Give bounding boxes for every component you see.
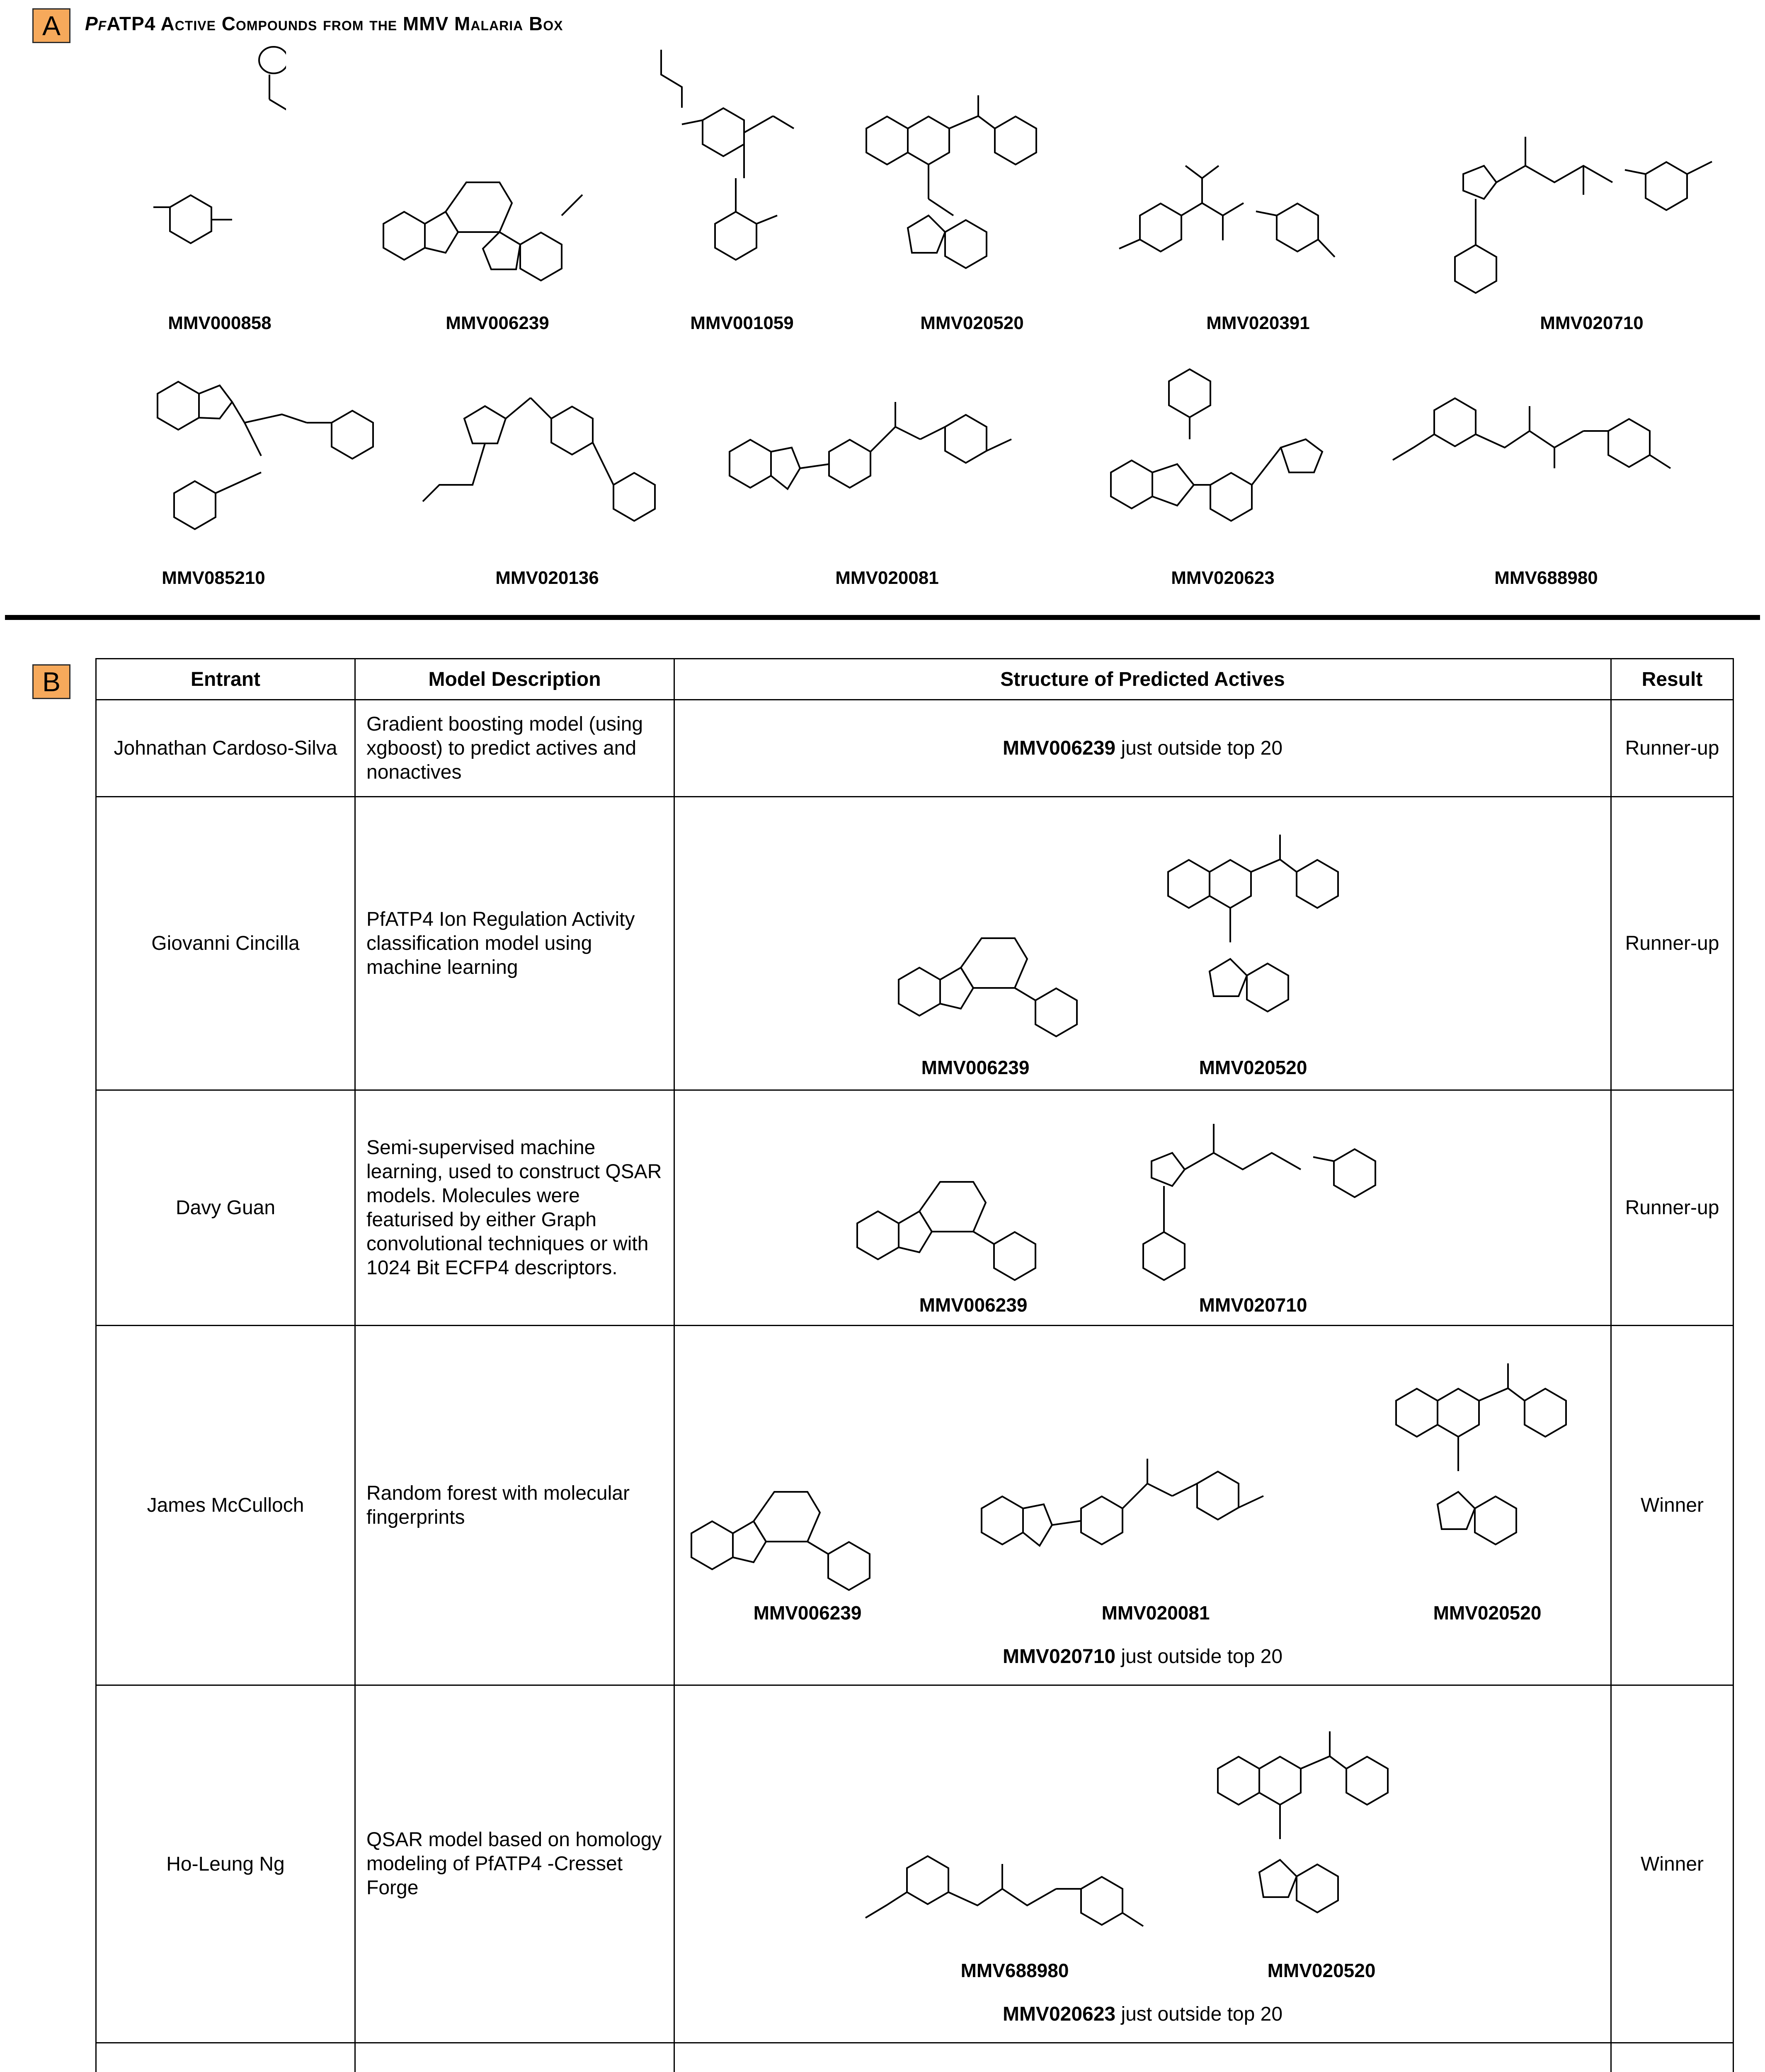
entrant-cell: Johnathan Cardoso-Silva [96,700,355,797]
structure-cell [674,1326,1611,1685]
description-cell: Gradient boosting model (using xgboost) to predict actives and nonactives [355,700,674,797]
label-mmv006239: MMV006239 [446,313,549,333]
description-cell [355,2043,674,2072]
header-result: Result [1611,659,1733,700]
table-row [96,1326,1733,1685]
structure-mmv006239 [849,1153,1081,1290]
result-cell: Winner [1611,1685,1733,2043]
active-label: MMV006239 [753,1602,862,1624]
label-mmv001059: MMV001059 [690,313,794,333]
result-cell: Runner-up [1611,700,1733,797]
header-entrant: Entrant [96,659,355,700]
structure-cell [674,1090,1611,1326]
table-row [96,2043,1733,2072]
label-mmv020520: MMV020520 [920,313,1024,333]
panel-divider [5,615,1760,620]
outside-top20-note: MMV020710 just outside top 20 [1002,1646,1283,1668]
active-label: MMV020520 [1433,1602,1542,1624]
active-label: MMV020520 [1267,1960,1376,1981]
structure-mmv000858 [95,37,286,303]
outside-top20-note: MMV020623 just outside top 20 [1002,2003,1283,2025]
description-cell: Random forest with molecular fingerprints [355,1326,674,1685]
entrant-cell: James McCulloch [96,1326,355,1685]
structure-cell [674,700,1611,797]
entrant-cell: Davy Guan [96,1090,355,1326]
structure-cell [674,2043,1611,2072]
result-cell [1611,2043,1733,2072]
label-mmv020710: MMV020710 [1540,313,1644,333]
structure-cell [674,1685,1611,2043]
structure-mmv006239 [1027,2056,1259,2072]
table-header-row [96,659,1733,700]
structure-mmv085210 [124,361,398,559]
label-mmv085210: MMV085210 [162,568,265,588]
header-model-description: Model Description [355,659,674,700]
structure-mmv006239 [890,909,1123,1046]
active-label: MMV006239 [921,1057,1030,1078]
structure-mmv001059 [640,25,856,307]
structure-mmv020081 [965,1450,1297,1600]
description-cell: Semi-supervised machine learning, used to construct QSAR models. Molecules were featurised by either Graph convolutional techniques or with 1024 Bit ECFP4 descriptors. [355,1090,674,1326]
panel-b-badge: B [32,664,70,699]
active-label: MMV020520 [1199,1057,1307,1078]
structure-mmv020520 [1210,1694,1433,1959]
outside-top20-note: MMV006239 just outside top 20 [1002,737,1283,759]
structure-mmv688980 [1384,361,1749,559]
panel-a-title: PfATP4 Active Compounds from the MMV Malaria Box [85,13,563,34]
active-label: MMV020710 [1199,1294,1307,1316]
table-row [96,1090,1733,1326]
table-row [96,797,1733,1090]
result-cell: Winner [1611,1326,1733,1685]
label-mmv020136: MMV020136 [495,568,599,588]
panel-a-badge: A [32,8,70,43]
result-cell: Runner-up [1611,797,1733,1090]
entrant-cell: Giovanni Cincilla [96,797,355,1090]
structure-cell [674,797,1611,1090]
structure-mmv020520 [1388,1334,1612,1591]
entrant-cell: Ho-Leung Ng [96,1685,355,2043]
table-row [96,1685,1733,2043]
structure-mmv020391 [1103,120,1418,303]
label-mmv688980: MMV688980 [1494,568,1598,588]
label-mmv020391: MMV020391 [1206,313,1310,333]
label-mmv020623: MMV020623 [1171,568,1275,588]
structure-mmv688980 [857,1818,1189,1968]
structure-mmv020081 [713,394,1094,559]
description-cell: QSAR model based on homology modeling of PfATP4 -Cresset Forge [355,1685,674,2043]
structure-mmv020623 [1086,365,1393,564]
structure-mmv020520 [1160,814,1384,1046]
header-structure: Structure of Predicted Actives [674,659,1611,700]
active-label: MMV006239 [919,1294,1028,1316]
label-mmv000858: MMV000858 [168,313,272,333]
table-row [96,700,1733,797]
structure-mmv020520 [858,46,1090,303]
active-label: MMV688980 [960,1960,1069,1981]
entrant-cell [96,2043,355,2072]
structure-mmv020710 [1118,1107,1409,1290]
structure-mmv006239 [683,1463,915,1600]
result-cell: Runner-up [1611,1090,1733,1326]
label-mmv020081: MMV020081 [835,568,939,588]
active-label: MMV020081 [1101,1602,1210,1624]
structure-mmv020136 [406,361,705,559]
structure-mmv006239 [375,66,624,298]
description-cell: PfATP4 Ion Regulation Activity classification model using machine learning [355,797,674,1090]
structure-mmv020710 [1430,120,1745,303]
results-table [95,658,1734,2072]
